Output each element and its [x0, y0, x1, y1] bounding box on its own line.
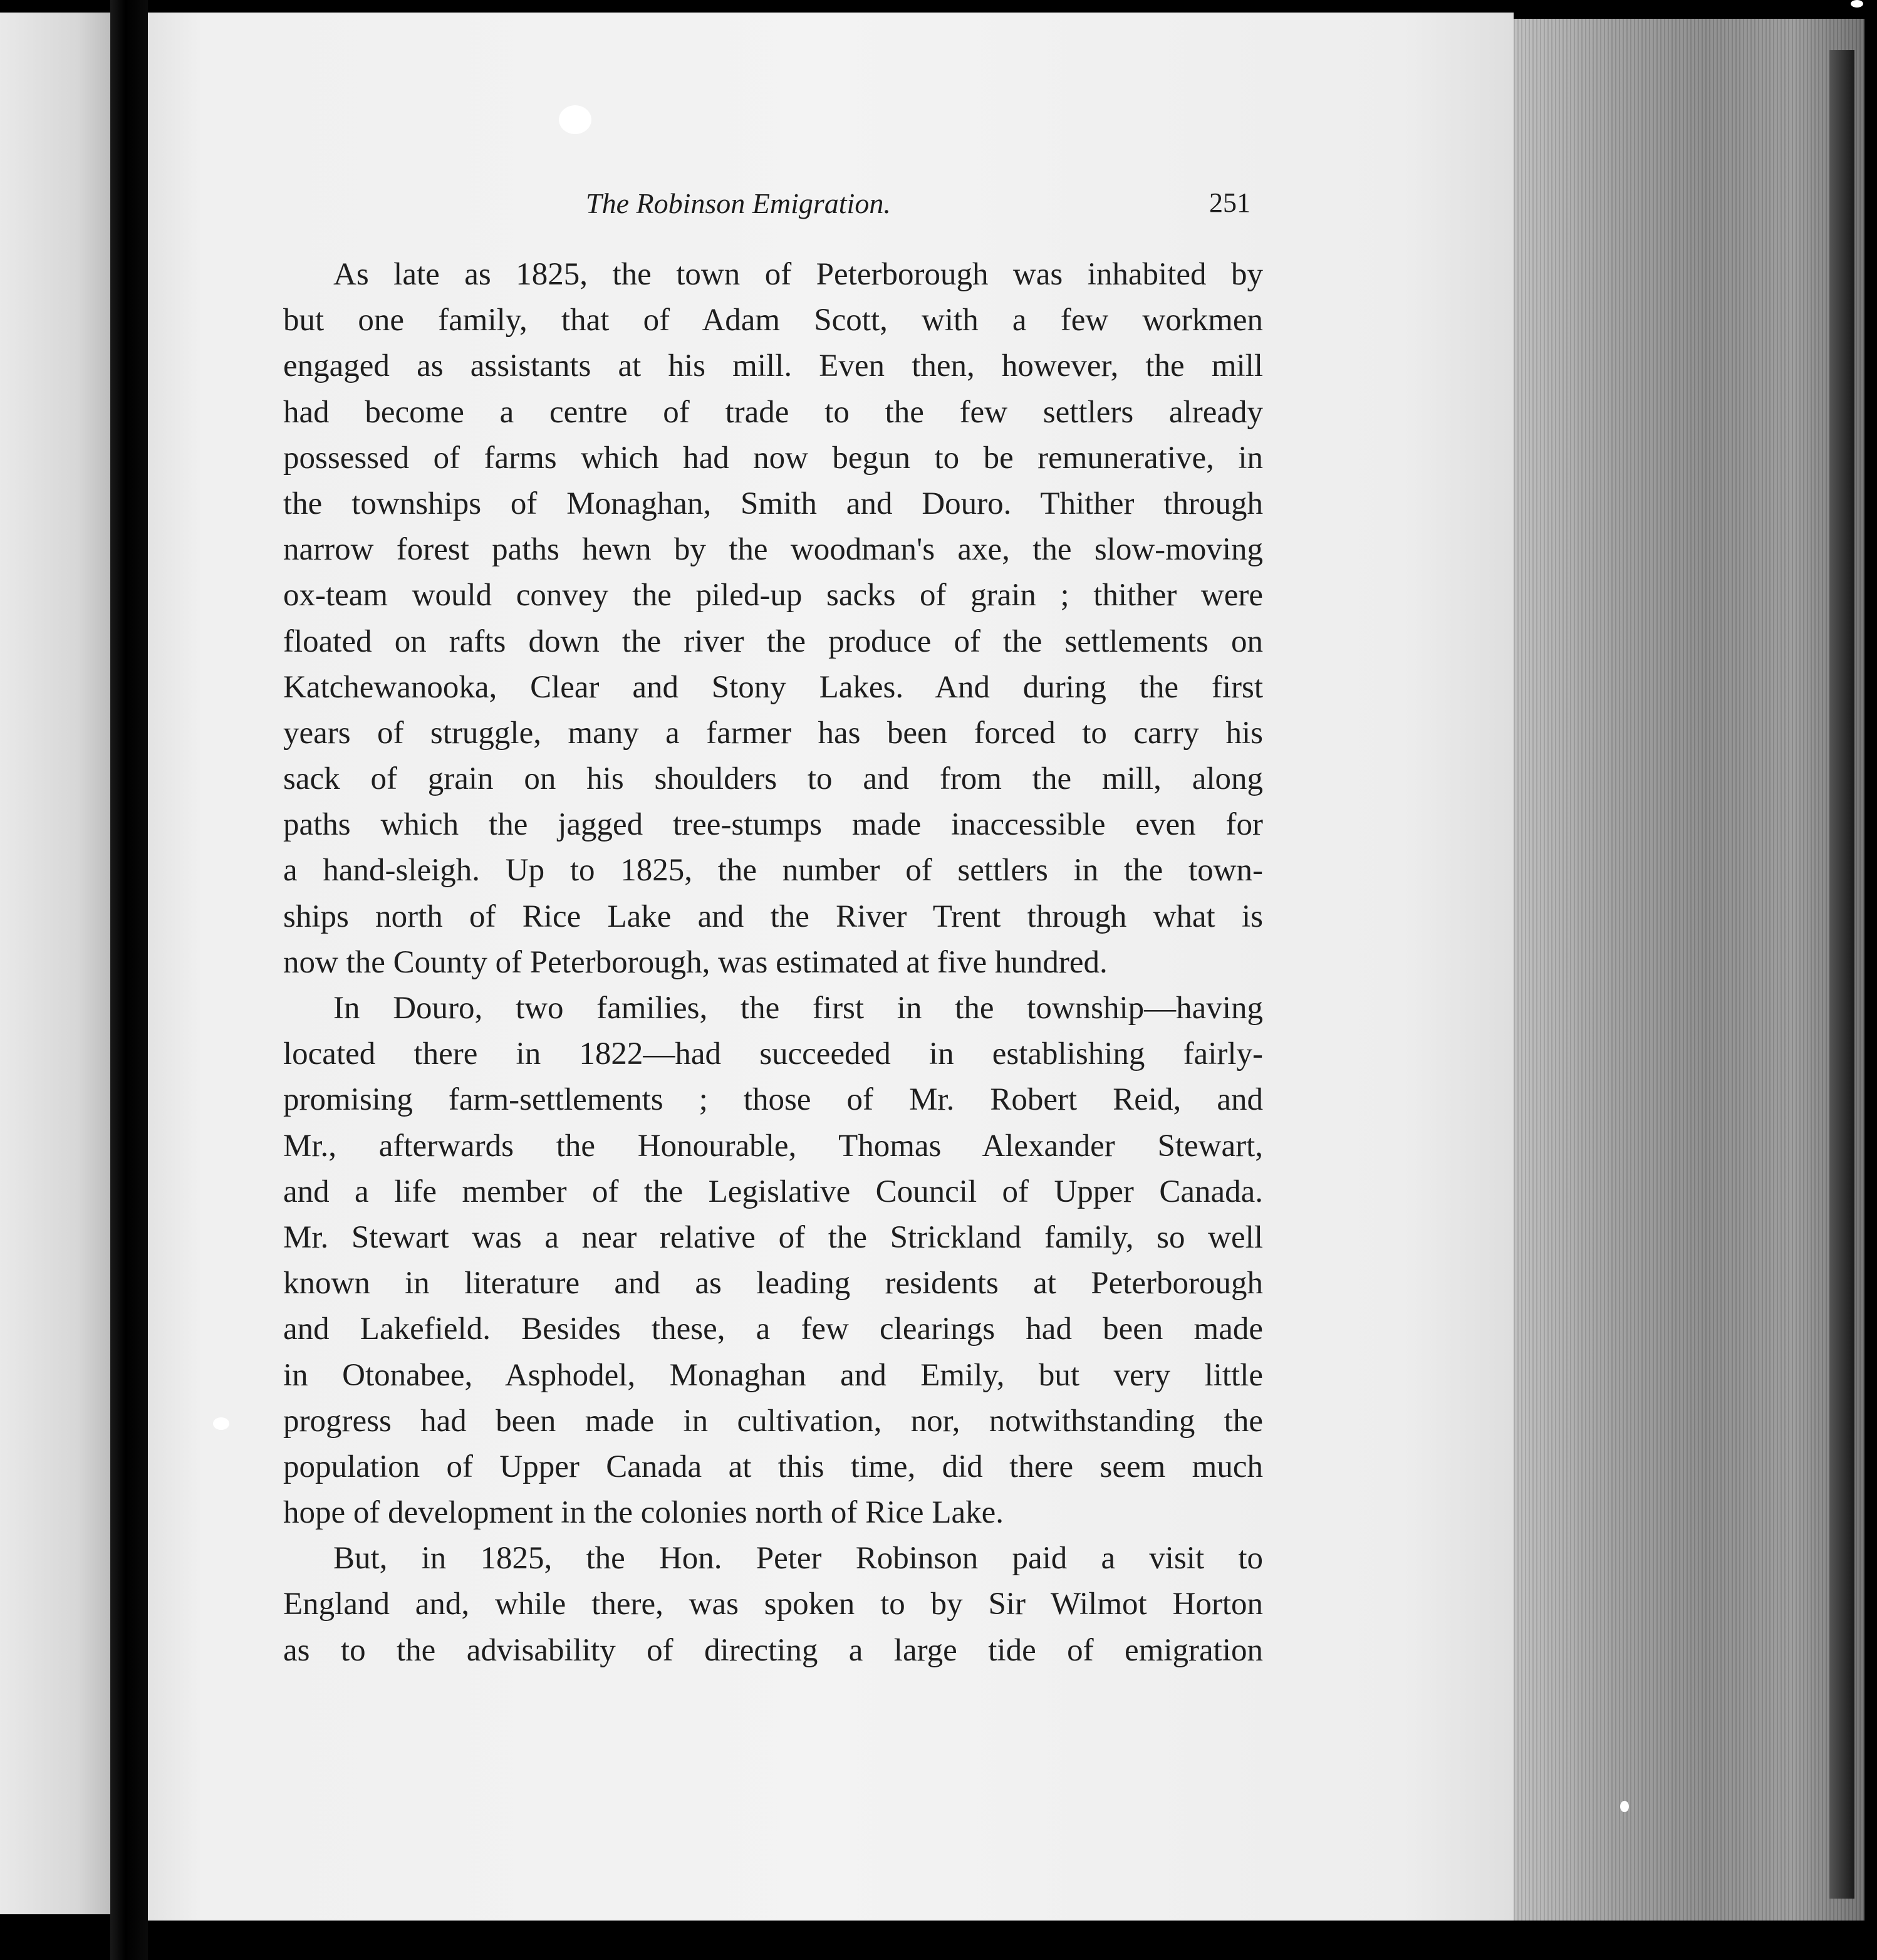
- scan-speck: [1620, 1801, 1629, 1812]
- scan-speck: [1851, 0, 1863, 8]
- text-line: ships north of Rice Lake and the River Trent through what is: [283, 899, 1263, 934]
- text-line: but one family, that of Adam Scott, with a few workmen: [283, 303, 1263, 338]
- facing-page-edge: [0, 13, 110, 1914]
- text-line: years of struggle, many a farmer has been forced to carry his: [283, 715, 1263, 751]
- text-line: promising farm-settlements ; those of Mr. Robert Reid, and: [283, 1082, 1263, 1118]
- text-line: progress had been made in cultivation, nor, notwithstanding the: [283, 1403, 1263, 1439]
- text-line: engaged as assistants at his mill. Even then, however, the mill: [283, 348, 1263, 384]
- text-line: paths which the jagged tree-stumps made inaccessible even for: [283, 807, 1263, 843]
- scan-speck: [213, 1417, 229, 1430]
- text-line: now the County of Peterborough, was estimated at five hundred.: [283, 944, 1108, 980]
- text-line: sack of grain on his shoulders to and from the mill, along: [283, 761, 1263, 797]
- text-line: the townships of Monaghan, Smith and Douro. Thither through: [283, 486, 1263, 521]
- page-number: 251: [1209, 187, 1250, 218]
- body-text: [283, 252, 1263, 1674]
- text-line: in Otonabee, Asphodel, Monaghan and Emily, but very little: [283, 1357, 1263, 1393]
- text-line: had become a centre of trade to the few settlers already: [283, 394, 1263, 430]
- text-line: As late as 1825, the town of Peterborough was inhabited by: [333, 257, 1263, 292]
- running-title: The Robinson Emigration.: [586, 187, 891, 219]
- text-line: Mr., afterwards the Honourable, Thomas Alexander Stewart,: [283, 1128, 1263, 1164]
- page-fore-edge: [1514, 19, 1864, 1921]
- text-line: ox-team would convey the piled-up sacks of grain ; thither were: [283, 578, 1263, 613]
- text-line: and a life member of the Legislative Council of Upper Canada.: [283, 1174, 1263, 1209]
- text-line: narrow forest paths hewn by the woodman's axe, the slow-moving: [283, 532, 1263, 568]
- text-line: located there in 1822—had succeeded in establishing fairly-: [283, 1036, 1263, 1072]
- text-line: In Douro, two families, the first in the township—having: [333, 991, 1263, 1026]
- text-line: and Lakefield. Besides these, a few clearings had been made: [283, 1311, 1263, 1347]
- text-line: Mr. Stewart was a near relative of the Strickland family, so well: [283, 1219, 1263, 1255]
- text-line: floated on rafts down the river the produce of the settlements on: [283, 623, 1263, 659]
- scan-speck: [559, 105, 591, 134]
- book-gutter: [110, 0, 148, 1960]
- text-line: England and, while there, was spoken to by Sir Wilmot Horton: [283, 1587, 1263, 1622]
- text-line: known in literature and as leading residents at Peterborough: [283, 1266, 1263, 1301]
- text-line: Katchewanooka, Clear and Stony Lakes. And during the first: [283, 669, 1263, 705]
- text-line: hope of development in the colonies north of Rice Lake.: [283, 1495, 1004, 1531]
- text-line: population of Upper Canada at this time, did there seem much: [283, 1449, 1263, 1484]
- text-line: a hand-sleigh. Up to 1825, the number of settlers in the town-: [283, 853, 1263, 889]
- fore-edge-shadow: [1829, 50, 1854, 1899]
- text-line: possessed of farms which had now begun to be remunerative, in: [283, 440, 1263, 476]
- text-line: But, in 1825, the Hon. Peter Robinson paid a visit to: [333, 1541, 1263, 1577]
- text-line: as to the advisability of directing a large tide of emigration: [283, 1632, 1263, 1668]
